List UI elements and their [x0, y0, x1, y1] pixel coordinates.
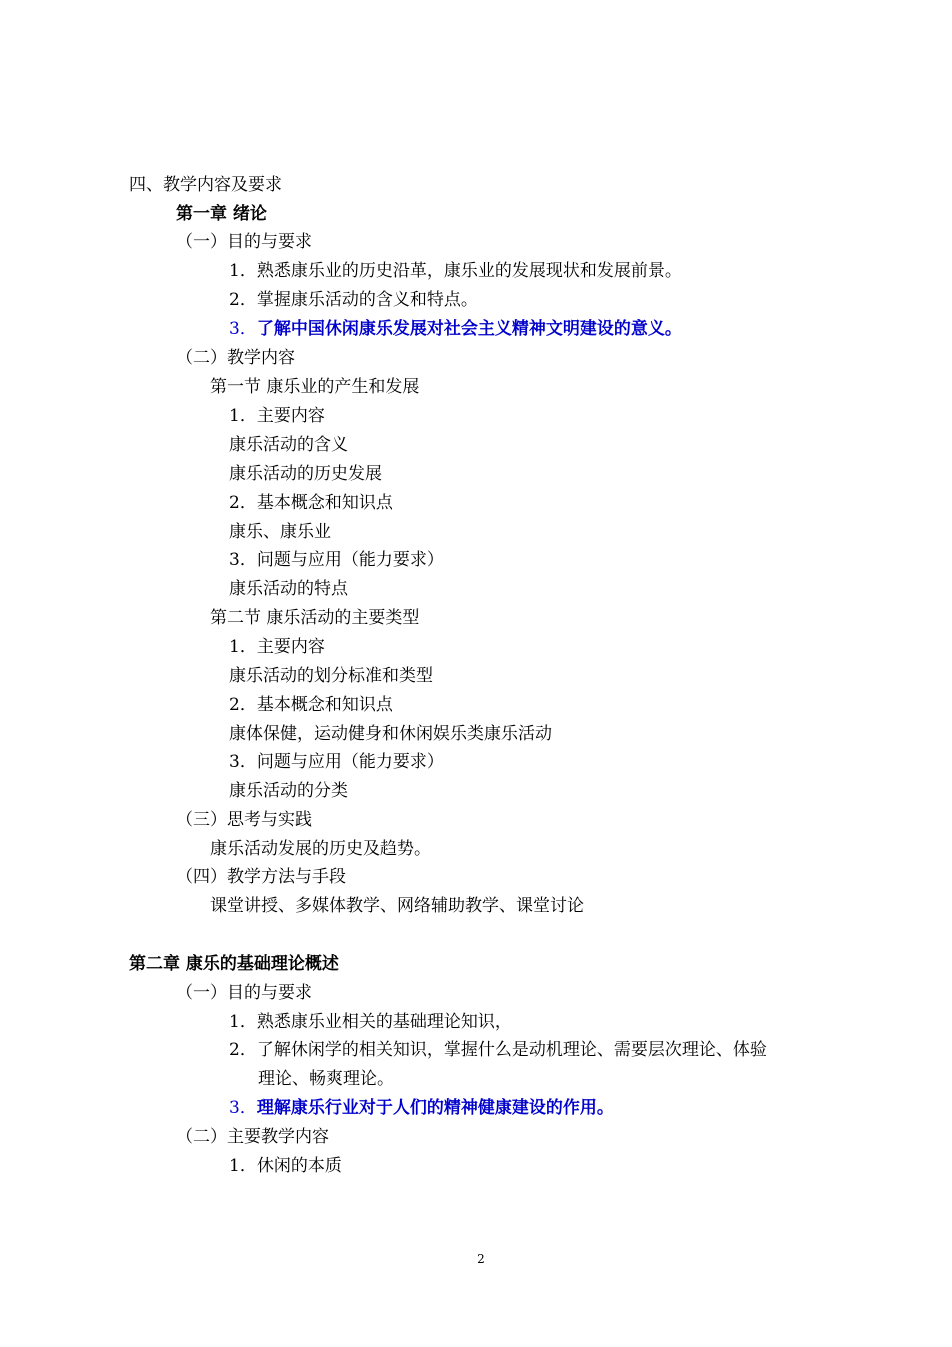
page-number: 2: [477, 1252, 485, 1266]
chapter1-content-heading: （二）教学内容: [176, 348, 295, 368]
chapter1-objective-highlight: [229, 318, 682, 340]
chapter2-content-item: 1．休闲的本质: [229, 1156, 342, 1176]
chapter1-title: 第一章 绪论: [176, 204, 267, 224]
chapter2-objectives-heading: （一）目的与要求: [176, 983, 312, 1003]
chapter2-objective-item-continued: 理论、畅爽理论。: [258, 1069, 394, 1089]
highlight-text: 了解中国休闲康乐发展对社会主义精神文明建设的意义。: [256, 319, 682, 339]
chapter1-objective-item: 2．掌握康乐活动的含义和特点。: [229, 290, 478, 310]
section2-line: 2．基本概念和知识点: [229, 695, 393, 715]
section1-line: 康乐活动的含义: [229, 435, 348, 455]
section2-line: 康体保健，运动健身和休闲娱乐类康乐活动: [229, 724, 552, 744]
chapter1-methods-heading: （四）教学方法与手段: [176, 867, 346, 887]
section1-line: 康乐活动的特点: [229, 579, 348, 599]
chapter2-objective-item: 1．熟悉康乐业相关的基础理论知识，: [229, 1012, 512, 1032]
chapter1-section1-title: 第一节 康乐业的产生和发展: [210, 377, 420, 397]
section1-line: 2．基本概念和知识点: [229, 493, 393, 513]
section2-line: 康乐活动的分类: [229, 781, 348, 801]
chapter1-objectives-heading: （一）目的与要求: [176, 232, 312, 252]
chapter1-methods-text: 课堂讲授、多媒体教学、网络辅助教学、课堂讨论: [210, 896, 584, 916]
highlight-number: 3．: [229, 1098, 257, 1118]
chapter2-objective-item: 2．了解休闲学的相关知识，掌握什么是动机理论、需要层次理论、体验: [229, 1040, 767, 1060]
chapter1-section2-title: 第二节 康乐活动的主要类型: [210, 608, 420, 628]
chapter2-title: 第二章 康乐的基础理论概述: [129, 954, 339, 974]
chapter2-objective-highlight: [229, 1097, 614, 1119]
section1-line: 康乐活动的历史发展: [229, 464, 382, 484]
section2-line: 康乐活动的划分标准和类型: [229, 666, 433, 686]
section-heading: 四、教学内容及要求: [129, 175, 282, 195]
highlight-number: 3．: [229, 319, 257, 339]
section1-line: 1．主要内容: [229, 406, 325, 426]
section1-line: 康乐、康乐业: [229, 522, 331, 542]
chapter1-practice-text: 康乐活动发展的历史及趋势。: [210, 839, 431, 859]
section2-line: 1．主要内容: [229, 637, 325, 657]
chapter2-content-heading: （二）主要教学内容: [176, 1127, 329, 1147]
section1-line: 3．问题与应用（能力要求）: [229, 550, 444, 570]
highlight-text: 理解康乐行业对于人们的精神健康建设的作用。: [256, 1098, 614, 1118]
chapter1-objective-item: 1．熟悉康乐业的历史沿革，康乐业的发展现状和发展前景。: [229, 261, 682, 281]
chapter1-practice-heading: （三）思考与实践: [176, 810, 312, 830]
section2-line: 3．问题与应用（能力要求）: [229, 752, 444, 772]
